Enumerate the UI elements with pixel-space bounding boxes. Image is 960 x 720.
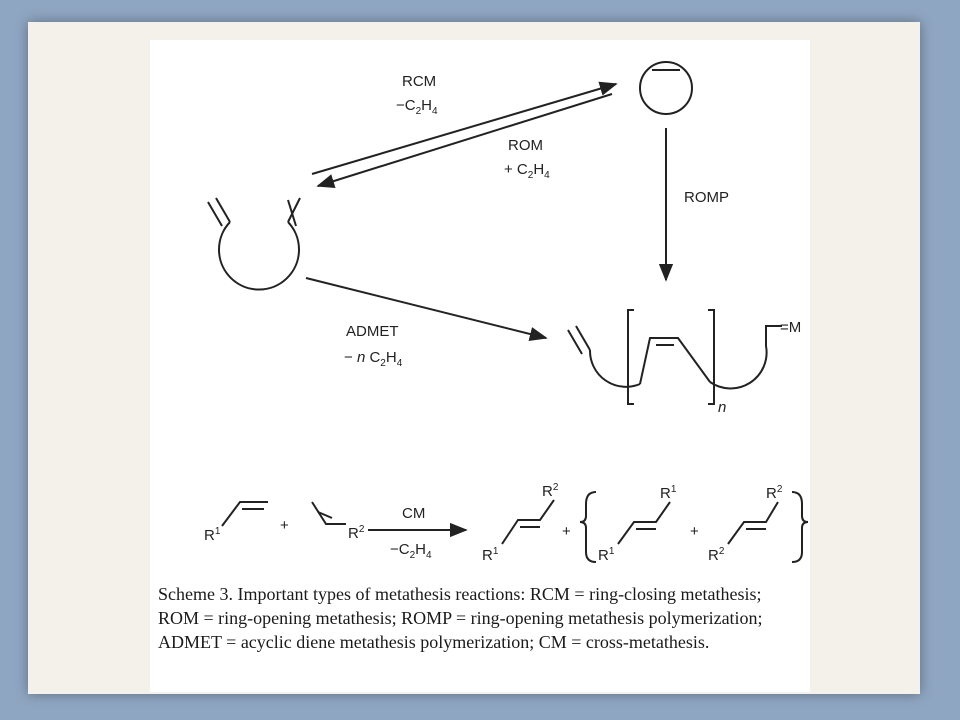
homodimer-1 [618,502,670,544]
diene-ring [219,222,299,290]
cm-plus-1: + [280,517,289,534]
reactant-1-r: $R^1$ [204,526,221,544]
rcm-condition: $-C_2H_4$ [396,97,438,117]
diene-vinyl-right [288,198,300,226]
brace-left [580,492,596,562]
rom-condition: + $C_2H_4$ [504,161,550,181]
product-e [502,500,554,544]
cm-condition: $-C_2H_4$ [390,541,432,561]
metal-label: =M [780,319,802,336]
polymer-left-ring [590,350,640,387]
product-r2: $R^2$ [542,482,559,500]
product-r1: $R^1$ [482,546,499,564]
homodimer-1-r-a: $R^1$ [598,546,615,564]
bracket-right [708,310,714,404]
scheme-figure [150,40,810,692]
repeat-n-label: n [718,399,727,416]
cm-plus-3: + [690,523,699,540]
admet-condition: − n $C_2H_4$ [344,349,403,369]
metathesis-scheme [150,40,810,580]
brace-right [792,492,808,562]
polymer-repeat-unit [640,338,710,384]
homodimer-2-r-a: $R^2$ [708,546,725,564]
admet-arrow [306,278,546,338]
reactant-2-r: $R^2$ [348,524,365,542]
polymer-right-ring [710,326,782,388]
reactant-1 [222,502,268,526]
admet-label: ADMET [346,323,399,340]
cm-label: CM [402,505,426,522]
diene-vinyl-left [208,198,230,226]
polymer-left-vinyl [568,326,590,354]
homodimer-2-r-b: $R^2$ [766,484,783,502]
romp-label: ROMP [684,189,729,206]
rcm-label: RCM [402,73,437,90]
homodimer-1-r-b: $R^1$ [660,484,677,502]
homodimer-2 [728,502,778,544]
caption-text: Scheme 3. Important types of metathesis reactions: RCM = ring-closing metathesis; ROM = ring-opening metathesis; ROMP = ring-opening metathesis polymerization; ADMET = acyclic diene metathesis polymerization; CM = cross-metathesis. [158,584,763,652]
cm-plus-2: + [562,523,571,540]
scheme-caption [158,582,806,654]
bracket-left [628,310,634,404]
rom-label: ROM [508,137,543,154]
rom-arrow [318,94,612,186]
reactant-2 [312,502,346,524]
rcm-arrow [312,84,616,174]
